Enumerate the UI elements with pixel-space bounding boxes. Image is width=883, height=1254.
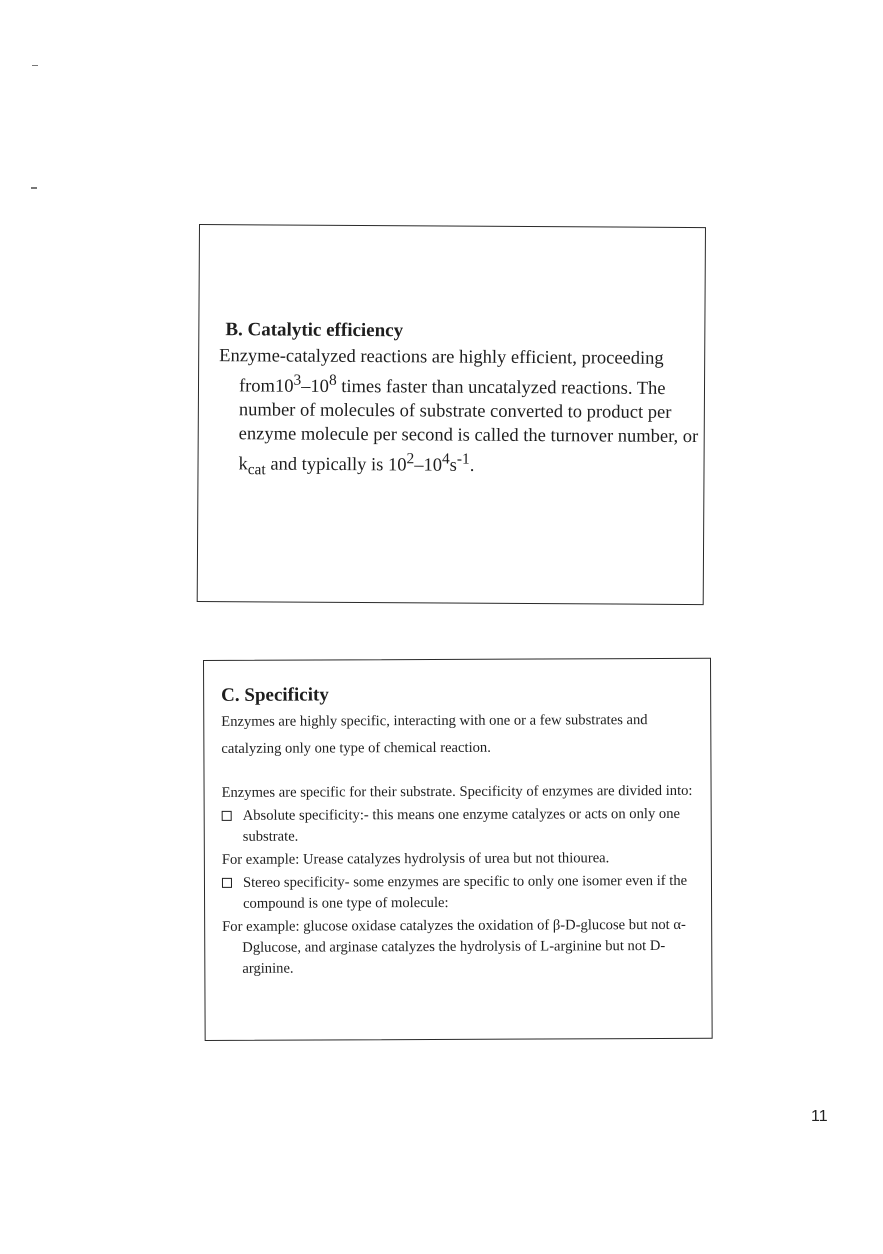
scan-mark-top xyxy=(32,65,38,66)
period: . xyxy=(469,455,475,476)
slide-b-title: B. Catalytic efficiency xyxy=(225,319,404,342)
checkbox-bullet-icon xyxy=(222,878,232,888)
exponent-minus-1: -1 xyxy=(456,450,470,468)
slide-specificity xyxy=(203,658,713,1041)
body-end: and typically is 10 xyxy=(265,454,407,476)
slide-b-body xyxy=(218,344,709,485)
kcat-subscript: cat xyxy=(247,461,266,479)
range-dash-2: –10 xyxy=(414,455,443,476)
exponent-2: 2 xyxy=(406,450,415,468)
specificity-intro: Enzymes are highly specific, interacting with one or a few substrates and catalyzing only one type of chemical reaction. xyxy=(221,712,648,757)
slide-catalytic-efficiency xyxy=(197,224,706,605)
exponent-4: 4 xyxy=(441,450,450,468)
bullet-stereo-text: Stereo specificity- some enzymes are specific to only one isomer even if the compound is one type of molecule: xyxy=(242,872,688,912)
body-start: Enzyme-catalyzed reactions are highly efficient, proceeding from10 xyxy=(219,346,664,397)
page-number: 11 xyxy=(811,1108,828,1125)
bullet-absolute-text: Absolute specificity:- this means one enzyme catalyzes or acts on only one substrate. xyxy=(242,805,680,845)
slide-c-content xyxy=(221,707,697,982)
scan-mark-middle xyxy=(31,187,37,189)
exponent-3: 3 xyxy=(293,371,302,389)
body-mid: times faster than uncatalyzed reactions. The number of molecules of substrate converted to product per enzyme molecule per second is called the turnover number, or k xyxy=(238,377,699,475)
range-dash: –10 xyxy=(301,376,329,397)
exponent-8: 8 xyxy=(328,371,337,389)
unit-seconds: s xyxy=(449,455,457,476)
checkbox-bullet-icon xyxy=(222,811,232,821)
slide-c-title: C. Specificity xyxy=(221,684,329,706)
example-urease: For example: Urease catalyzes hydrolysis of urea but not thiourea. xyxy=(221,850,610,868)
specificity-divided: Enzymes are specific for their substrate. Specificity of enzymes are divided into: xyxy=(221,782,693,801)
bullet-absolute-specificity xyxy=(222,804,697,848)
bullet-stereo-specificity xyxy=(222,871,697,915)
example-glucose-oxidase: For example: glucose oxidase catalyzes the oxidation of β-D-glucose but not α-Dglucose, and arginase catalyzes the hydrolysis of L-arginine but not D-arginine. xyxy=(222,916,686,977)
